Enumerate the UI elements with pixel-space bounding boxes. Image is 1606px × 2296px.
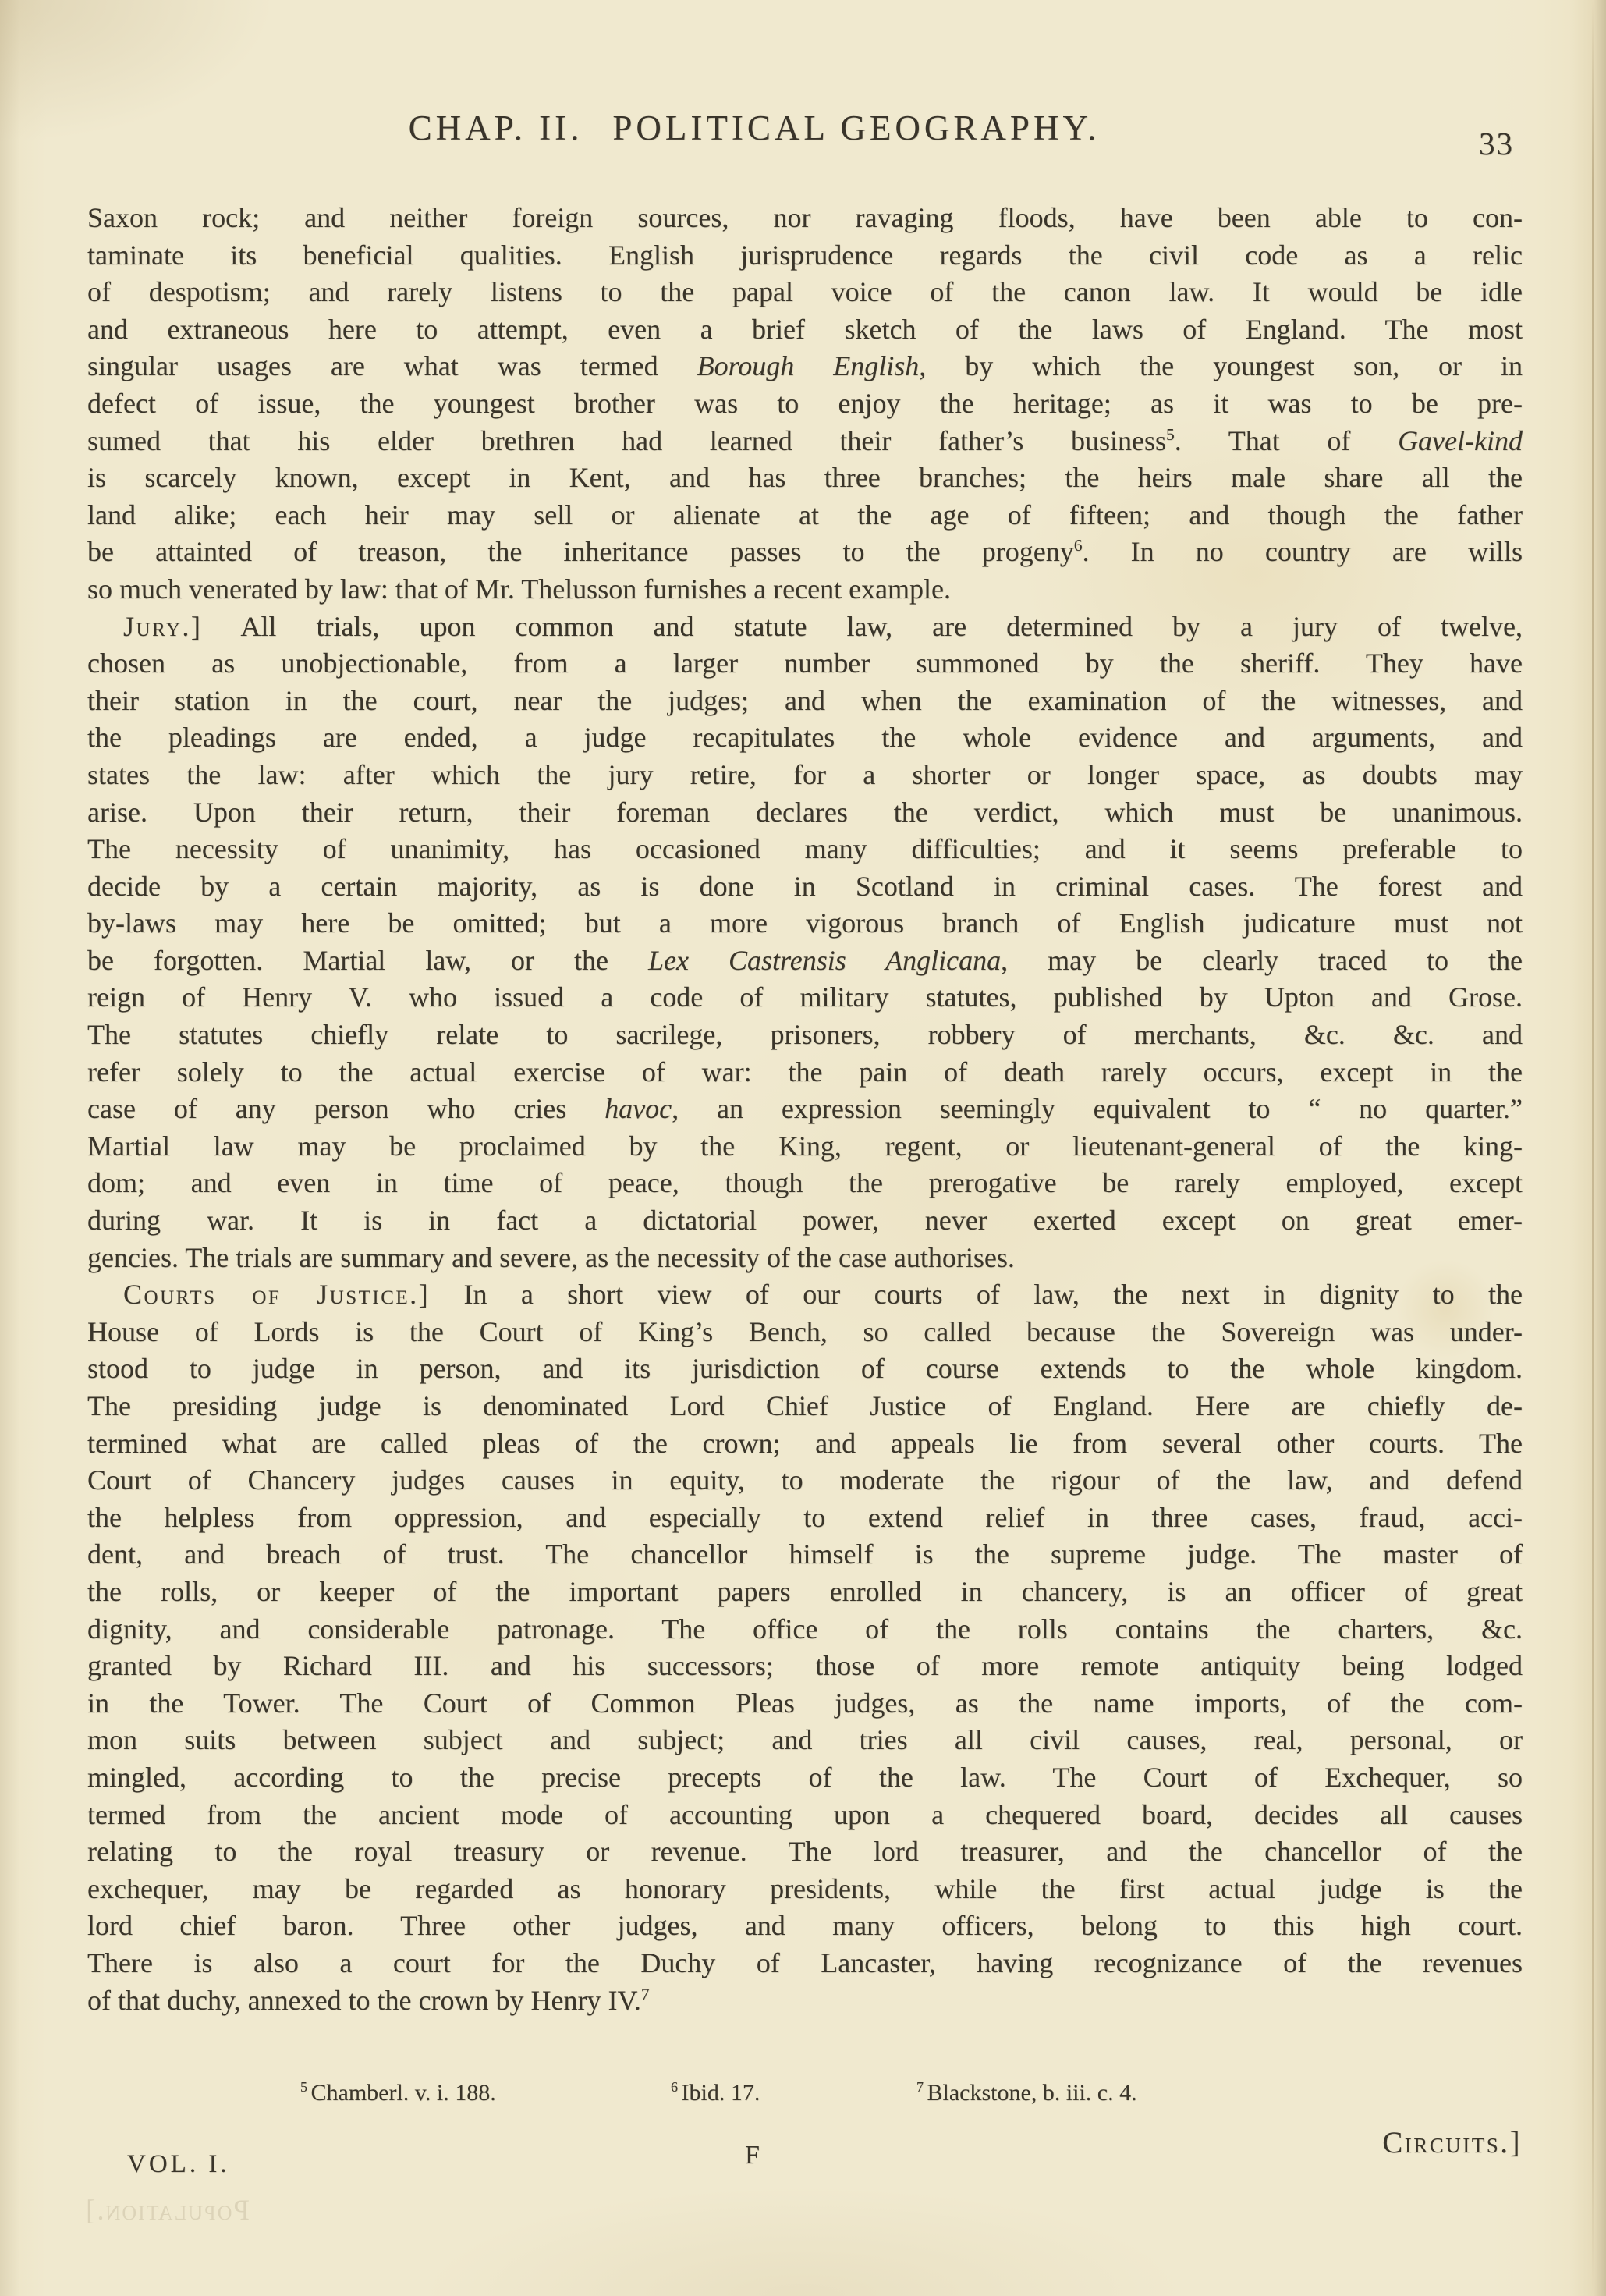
section-head: Courts of Justice.]	[123, 1279, 431, 1311]
text-line: during war. It is in fact a dictatorial power, never exerted except on great emer-	[87, 1205, 1523, 1237]
text-line: There is also a court for the Duchy of Lancaster, having recognizance of the revenues	[87, 1946, 1523, 1978]
chapter-heading	[409, 108, 1101, 148]
text-line: gencies. The trials are summary and severe, as the necessity of the case authorises.	[87, 1241, 1015, 1273]
text-line: refer solely to the actual exercise of war: the pain of death rarely occurs, except in the	[87, 1056, 1523, 1088]
text-line: The necessity of unanimity, has occasioned many difficulties; and it seems preferable to	[87, 833, 1523, 865]
section-head: Jury.]	[123, 610, 203, 642]
bleed-through-text: Population.]	[84, 2195, 250, 2227]
text-line: Jury.] All trials, upon common and statute law, are determined by a jury of twelve,	[123, 610, 1523, 642]
signature-mark: F	[745, 2141, 760, 2170]
text-line: dom; and even in time of peace, though the prerogative be rarely employed, except	[87, 1167, 1523, 1199]
text-line: exchequer, may be regarded as honorary presidents, while the first actual judge is the	[87, 1872, 1523, 1904]
footnote-text: Blackstone, b. iii. c. 4.	[927, 2080, 1137, 2106]
text-line: relating to the royal treasury or revenue. The lord treasurer, and the chancellor of the	[87, 1836, 1523, 1868]
text-line: decide by a certain majority, as is done in Scotland in criminal cases. The forest and	[87, 870, 1523, 902]
text-line: the pleadings are ended, a judge recapitulates the whole evidence and arguments, and	[87, 722, 1523, 754]
text-line: states the law: after which the jury retire, for a shorter or longer space, as doubts may	[87, 758, 1523, 790]
text-line: the helpless from oppression, and especially to extend relief in three cases, fraud, acci-	[87, 1501, 1523, 1533]
text-line: land alike; each heir may sell or alienate at the age of fifteen; and though the father	[87, 499, 1523, 531]
text-line: by-laws may here be omitted; but a more vigorous branch of English judicature must not	[87, 907, 1523, 939]
text-line: and extraneous here to attempt, even a brief sketch of the laws of England. The most	[87, 313, 1523, 345]
text-line: singular usages are what was termed Borough English, by which the youngest son, or in	[87, 350, 1523, 382]
volume-label: VOL. I.	[127, 2150, 230, 2178]
text-block	[87, 200, 1523, 2019]
paragraph	[87, 200, 1523, 609]
text-line: The presiding judge is denominated Lord Chief Justice of England. Here are chiefly de-	[87, 1390, 1523, 1421]
footnote	[671, 2080, 760, 2106]
text-line: dent, and breach of trust. The chancellor himself is the supreme judge. The master of	[87, 1538, 1523, 1570]
text-line: defect of issue, the youngest brother was to enjoy the heritage; as it was to be pre-	[87, 387, 1523, 419]
text-line: of despotism; and rarely listens to the papal voice of the canon law. It would be idle	[87, 276, 1523, 308]
footnote-marker: 7	[640, 1984, 650, 2003]
paragraph	[87, 1276, 1523, 2019]
footnote-marker: 6	[1073, 536, 1083, 555]
text-line: be forgotten. Martial law, or the Lex Castrensis Anglicana, may be clearly traced to the	[87, 944, 1523, 976]
text-line: their station in the court, near the judges; and when the examination of the witnesses, and	[87, 684, 1523, 716]
text-line: stood to judge in person, and its jurisdiction of course extends to the whole kingdom.	[87, 1353, 1523, 1385]
text-line: House of Lords is the Court of King’s Bench, so called because the Sovereign was under-	[87, 1315, 1523, 1347]
text-line: arise. Upon their return, their foreman declares the verdict, which must be unanimous.	[87, 796, 1523, 828]
text-line: case of any person who cries havoc, an expression seemingly equivalent to “ no quarter.”	[87, 1093, 1523, 1125]
footnote-text: Chamberl. v. i. 188.	[310, 2080, 496, 2106]
text-line: be attainted of treason, the inheritance passes to the progeny$^6$. In no country are wills	[87, 536, 1523, 568]
footnote-marker: 7	[916, 2079, 927, 2095]
page-number: 33	[1479, 126, 1514, 161]
text-line: so much venerated by law: that of Mr. Thelusson furnishes a recent example.	[87, 573, 952, 605]
text-line: termined what are called pleas of the crown; and appeals lie from several other courts. The	[87, 1427, 1523, 1459]
catchword: Circuits.]	[1382, 2126, 1522, 2159]
text-line: mingled, according to the precise precepts of the law. The Court of Exchequer, so	[87, 1761, 1523, 1793]
text-line: granted by Richard III. and his successors; those of more remote antiquity being lodged	[87, 1650, 1523, 1682]
text-line: in the Tower. The Court of Common Pleas judges, as the name imports, of the com-	[87, 1687, 1523, 1719]
text-line: termed from the ancient mode of accounting upon a chequered board, decides all causes	[87, 1798, 1523, 1830]
footnotes	[87, 2080, 1523, 2130]
text-line: Saxon rock; and neither foreign sources, nor ravaging floods, have been able to con-	[87, 202, 1523, 233]
footnote-text: Ibid. 17.	[681, 2080, 760, 2106]
text-line: is scarcely known, except in Kent, and has three branches; the heirs male share all the	[87, 462, 1523, 494]
paragraph	[87, 609, 1523, 1277]
text-line: chosen as unobjectionable, from a larger number summoned by the sheriff. They have	[87, 648, 1523, 680]
text-line: Martial law may be proclaimed by the King, regent, or lieutenant-general of the king-	[87, 1130, 1523, 1162]
text-line: mon suits between subject and subject; and tries all civil causes, real, personal, or	[87, 1724, 1523, 1756]
text-line: Courts of Justice.] In a short view of our courts of law, the next in dignity to the	[123, 1279, 1523, 1311]
footnote-marker: 5	[1165, 424, 1175, 444]
chapter-label: CHAP. II.	[408, 108, 583, 147]
text-line: Court of Chancery judges causes in equity, to moderate the rigour of the law, and defend	[87, 1464, 1523, 1496]
chapter-title: POLITICAL GEOGRAPHY.	[612, 108, 1101, 147]
text-line: sumed that his elder brethren had learned their father’s business$^5$. That of Gavel-kind	[87, 424, 1523, 456]
text-line: dignity, and considerable patronage. The office of the rolls contains the charters, &c.	[87, 1613, 1523, 1645]
text-line: The statutes chiefly relate to sacrilege, prisoners, robbery of merchants, &c. &c. and	[87, 1019, 1523, 1051]
text-line: taminate its beneficial qualities. English jurisprudence regards the civil code as a relic	[87, 239, 1523, 271]
text-line: reign of Henry V. who issued a code of military statutes, published by Upton and Grose.	[87, 981, 1523, 1013]
footnote-marker: 5	[300, 2079, 311, 2095]
text-line: the rolls, or keeper of the important papers enrolled in chancery, is an officer of great	[87, 1575, 1523, 1607]
running-head	[87, 108, 1523, 148]
text-line: of that duchy, annexed to the crown by Henry IV.$^7$	[87, 1984, 650, 2016]
footnote-marker: 6	[671, 2079, 682, 2095]
text-line: lord chief baron. Three other judges, and many officers, belong to this high court.	[87, 1910, 1523, 1942]
footnote	[300, 2080, 496, 2106]
footnote	[916, 2080, 1137, 2106]
